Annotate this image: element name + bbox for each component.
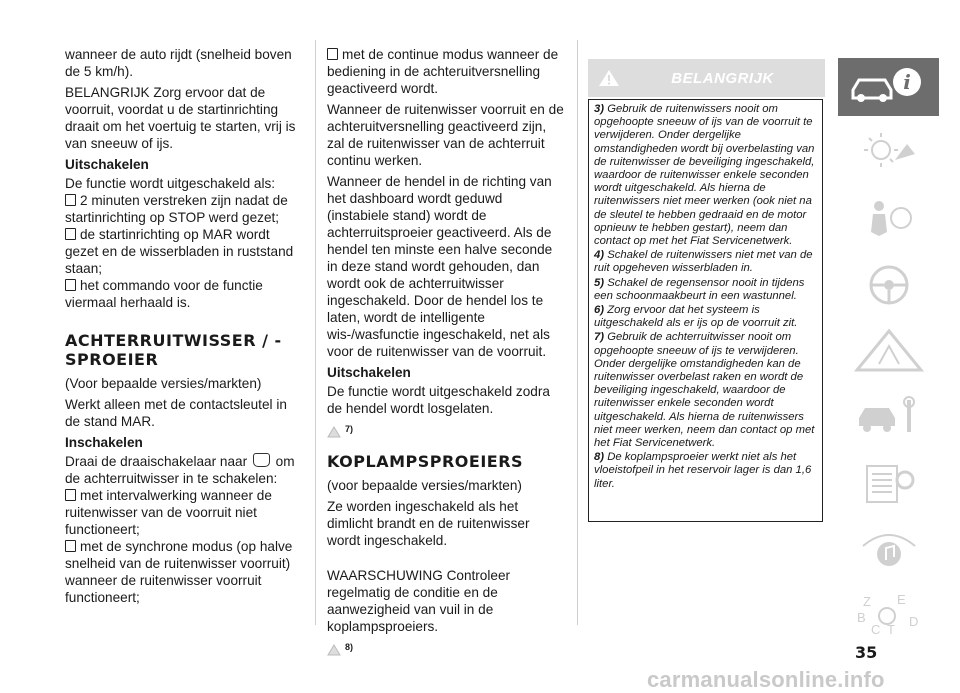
important-title: BELANGRIJK [671,69,774,87]
warning-triangle-icon [327,426,341,438]
bullet-box-icon [65,489,76,501]
tab-emergency[interactable] [838,388,939,446]
tab-multimedia[interactable] [838,520,939,578]
paragraph: De functie wordt uitgeschakeld als: [65,176,276,191]
note: 6) Zorg ervoor dat het systeem is uitgeschakeld als er ijs op de voorruit zit. [594,304,798,330]
note: 7) Gebruik de achterruitwisser nooit om opgehoopte sneeuw of ijs te verwijderen. Onder dergelijke omstandigheden kan de ruitenwisser overbelast raken en wordt de beveiliging ingeschakeld, waardoor de ruitenwisser enkele seconden wordt uitgeschakeld. Als hierna de ruitenwissers niet meer werken, neem dan contact op met het Fiat Servicenetwerk. [594,331,815,450]
subheading: Uitschakelen [327,365,411,380]
paragraph: WAARSCHUWING Controleer regelmatig de conditie en de aanwezigheid van vuil in de koplampsproeiers. [327,568,511,634]
tab-dashboard-lights[interactable] [838,124,939,182]
warning-triangle-icon [327,644,341,656]
paragraph: Wanneer de hendel in de richting van het dashboard wordt geduwd (instabiele stand) wordt de achterruitsproeier geactiveerd. Als de hendel ten minste een halve seconde in deze stand wordt gehouden, dan wordt ook de achterruitwisser ingeschakeld. Door de hendel los te laten, wordt de intelligente wis-/wasfunctie ingeschakeld, net als voor de ruitenwisser van de voorruit. [327,174,553,359]
text-column-2 [327,46,565,664]
index-letter: B [856,610,866,625]
rear-wiper-icon [253,453,270,467]
list-item: met de synchrone modus (op halve snelheid van de ruitenwisser voorruit) wanneer de ruitenwisser voorruit functioneert; [65,539,293,605]
tab-maintenance[interactable] [838,454,939,512]
subheading: Inschakelen [65,435,143,450]
airbag-seat-icon [849,196,929,242]
bullet-box-icon [327,48,338,60]
bullet-box-icon [65,279,76,291]
car-info-icon [845,64,933,110]
paragraph: Draai de draaischakelaar naar om de achterruitwisser in te schakelen: [65,454,295,486]
bullet-box-icon [65,540,76,552]
index-letter: D [908,614,918,629]
tab-warning-lights[interactable] [838,322,939,380]
note: 8) De koplampsproeier werkt niet als het vloeistofpeil in het reservoir lager is dan 1,6 liter. [594,451,812,490]
warning-reference[interactable]: 8) [327,639,565,656]
paragraph: Werkt alleen met de contactsleutel in de stand MAR. [65,397,287,429]
list-item: 2 minuten verstreken zijn nadat de startinrichting op STOP werd gezet; [65,193,288,225]
chapter-sidebar [838,58,939,652]
note: 3) Gebruik de ruitenwissers nooit om opgehoopte sneeuw of ijs van de voorruit te verwijderen. Onder dergelijke omstandigheden wordt bij overbelasting van de ruitenwisser de beveiliging ingeschakeld, waardoor de ruitenwisser enkele seconden wordt uitgeschakeld. Als hierna de ruitenwissers niet meer werken (ook niet na de sleutel te hebben gedraaid en de motor opnieuw te hebben gestart), neem dan contact op met het Fiat Servicenetwerk. [594,103,815,248]
index-letter: Z [862,594,871,609]
spec-sheet-gear-icon [849,460,929,506]
index-letter: C [870,622,880,637]
index-letter: T [886,622,895,637]
steering-wheel-icon [849,262,929,308]
column-divider [315,40,316,625]
multimedia-note-icon [849,526,929,572]
svg-text:i: i [902,70,911,94]
important-notes [588,99,823,522]
paragraph: Ze worden ingeschakeld als het dimlicht brandt en de ruitenwisser wordt ingeschakeld. [327,499,530,548]
tab-safety[interactable] [838,190,939,248]
list-item: met intervalwerking wanneer de ruitenwisser van de voorruit niet functioneert; [65,488,272,537]
list-item: de startinrichting op MAR wordt gezet en de wisserbladen in ruststand staan; [65,227,294,276]
watermark: carmanualsonline.info [647,667,885,692]
section-title: KOPLAMPSPROEIERS [327,452,524,471]
dashboard-lights-icon [849,130,929,176]
column-divider [577,40,578,625]
tab-index[interactable] [838,586,939,644]
important-header [588,59,825,97]
paragraph: BELANGRIJK Zorg ervoor dat de voorruit, voordat u de startinrichting draait om het voertuig te starten, vrij is van sneeuw of ijs. [65,85,296,151]
index-letters-icon [849,592,929,638]
note: 4) Schakel de ruitenwissers niet met van de ruit opgeheven wisserbladen in. [594,249,813,275]
warning-triangle-icon [598,69,620,87]
paragraph: wanneer de auto rijdt (snelheid boven de 5 km/h). [65,47,292,79]
bullet-box-icon [65,228,76,240]
warning-road-icon [849,328,929,374]
warning-reference[interactable]: 7) [327,421,565,438]
paragraph: Wanneer de ruitenwisser voorruit en de achteruitversnelling geactiveerd zijn, zal de ruitenwisser van de achterruit continu werken. [327,102,564,168]
note: 5) Schakel de regensensor nooit in tijdens een schoonmaakbeurt in een wastunnel. [594,276,805,302]
paragraph: De functie wordt uitgeschakeld zodra de hendel wordt losgelaten. [327,384,550,416]
page-number: 35 [855,643,878,662]
list-item: het commando voor de functie viermaal herhaald is. [65,278,263,310]
list-item: met de continue modus wanneer de bediening in de achteruitversnelling geactiveerd wordt. [327,47,559,96]
tab-starting-driving[interactable] [838,256,939,314]
paragraph: (voor bepaalde versies/markten) [327,478,522,493]
subheading: Uitschakelen [65,157,149,172]
text-column-1 [65,46,303,606]
section-title: ACHTERRUITWISSER / -SPROEIER [65,331,282,369]
paragraph: (Voor bepaalde versies/markten) [65,376,262,391]
tab-car-info[interactable] [838,58,939,116]
car-wrench-icon [849,394,929,440]
bullet-box-icon [65,194,76,206]
index-letter: E [896,592,906,607]
